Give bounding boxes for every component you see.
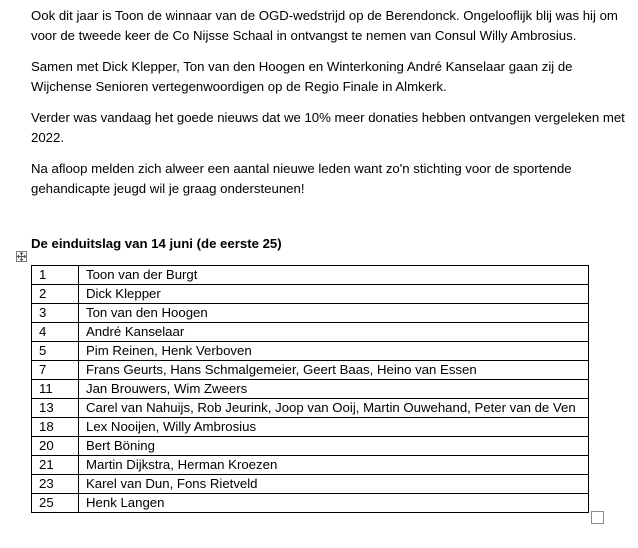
move-arrows-icon: [17, 252, 26, 261]
document-body: [31, 6, 631, 210]
position-cell[interactable]: 21: [32, 456, 79, 475]
paragraph-regio-finale: Samen met Dick Klepper, Ton van den Hoogen en Winterkoning André Kanselaar gaan zij de Wijchense Senioren vertegenwoordigen op de Regio Finale in Almkerk.: [31, 59, 573, 94]
position-cell[interactable]: 7: [32, 361, 79, 380]
table-row: [32, 475, 589, 494]
table-row: [32, 361, 589, 380]
position-cell[interactable]: 25: [32, 494, 79, 513]
names-cell[interactable]: Bert Böning: [79, 437, 589, 456]
position-cell[interactable]: 18: [32, 418, 79, 437]
names-cell[interactable]: Toon van der Burgt: [79, 266, 589, 285]
table-row: [32, 494, 589, 513]
table-resize-handle[interactable]: [591, 511, 604, 524]
names-cell[interactable]: Pim Reinen, Henk Verboven: [79, 342, 589, 361]
names-cell[interactable]: André Kanselaar: [79, 323, 589, 342]
position-cell[interactable]: 23: [32, 475, 79, 494]
table-row: [32, 323, 589, 342]
names-cell[interactable]: Dick Klepper: [79, 285, 589, 304]
names-cell[interactable]: Karel van Dun, Fons Rietveld: [79, 475, 589, 494]
paragraph-nieuwe-leden: Na afloop melden zich alweer een aantal nieuwe leden want zo'n stichting voor de sportende gehandicapte jeugd wil je graag ondersteunen!: [31, 161, 572, 196]
table-row: [32, 380, 589, 399]
position-cell[interactable]: 5: [32, 342, 79, 361]
table-row: [32, 304, 589, 323]
position-cell[interactable]: 4: [32, 323, 79, 342]
table-row: [32, 285, 589, 304]
paragraph-winner: Ook dit jaar is Toon de winnaar van de OGD-wedstrijd op de Berendonck. Ongelooflijk blij was hij om voor de tweede keer de Co Nijsse Schaal in ontvangst te nemen van Consul Willy Ambrosius.: [31, 8, 618, 43]
position-cell[interactable]: 13: [32, 399, 79, 418]
position-cell[interactable]: 20: [32, 437, 79, 456]
paragraph-donaties: Verder was vandaag het goede nieuws dat we 10% meer donaties hebben ontvangen vergeleken met 2022.: [31, 110, 625, 145]
position-cell[interactable]: 11: [32, 380, 79, 399]
names-cell[interactable]: Ton van den Hoogen: [79, 304, 589, 323]
names-cell[interactable]: Lex Nooijen, Willy Ambrosius: [79, 418, 589, 437]
position-cell[interactable]: 1: [32, 266, 79, 285]
table-row: [32, 399, 589, 418]
names-cell[interactable]: Martin Dijkstra, Herman Kroezen: [79, 456, 589, 475]
table-row: [32, 342, 589, 361]
table-row: [32, 266, 589, 285]
names-cell[interactable]: Frans Geurts, Hans Schmalgemeier, Geert Baas, Heino van Essen: [79, 361, 589, 380]
names-cell[interactable]: Jan Brouwers, Wim Zweers: [79, 380, 589, 399]
results-heading: De einduitslag van 14 juni (de eerste 25): [31, 236, 282, 251]
names-cell[interactable]: Carel van Nahuijs, Rob Jeurink, Joop van Ooij, Martin Ouwehand, Peter van de Ven: [79, 399, 589, 418]
position-cell[interactable]: 2: [32, 285, 79, 304]
table-row: [32, 437, 589, 456]
position-cell[interactable]: 3: [32, 304, 79, 323]
table-move-handle[interactable]: [16, 251, 27, 262]
table-row: [32, 418, 589, 437]
names-cell[interactable]: Henk Langen: [79, 494, 589, 513]
table-row: [32, 456, 589, 475]
results-table: [31, 265, 589, 513]
